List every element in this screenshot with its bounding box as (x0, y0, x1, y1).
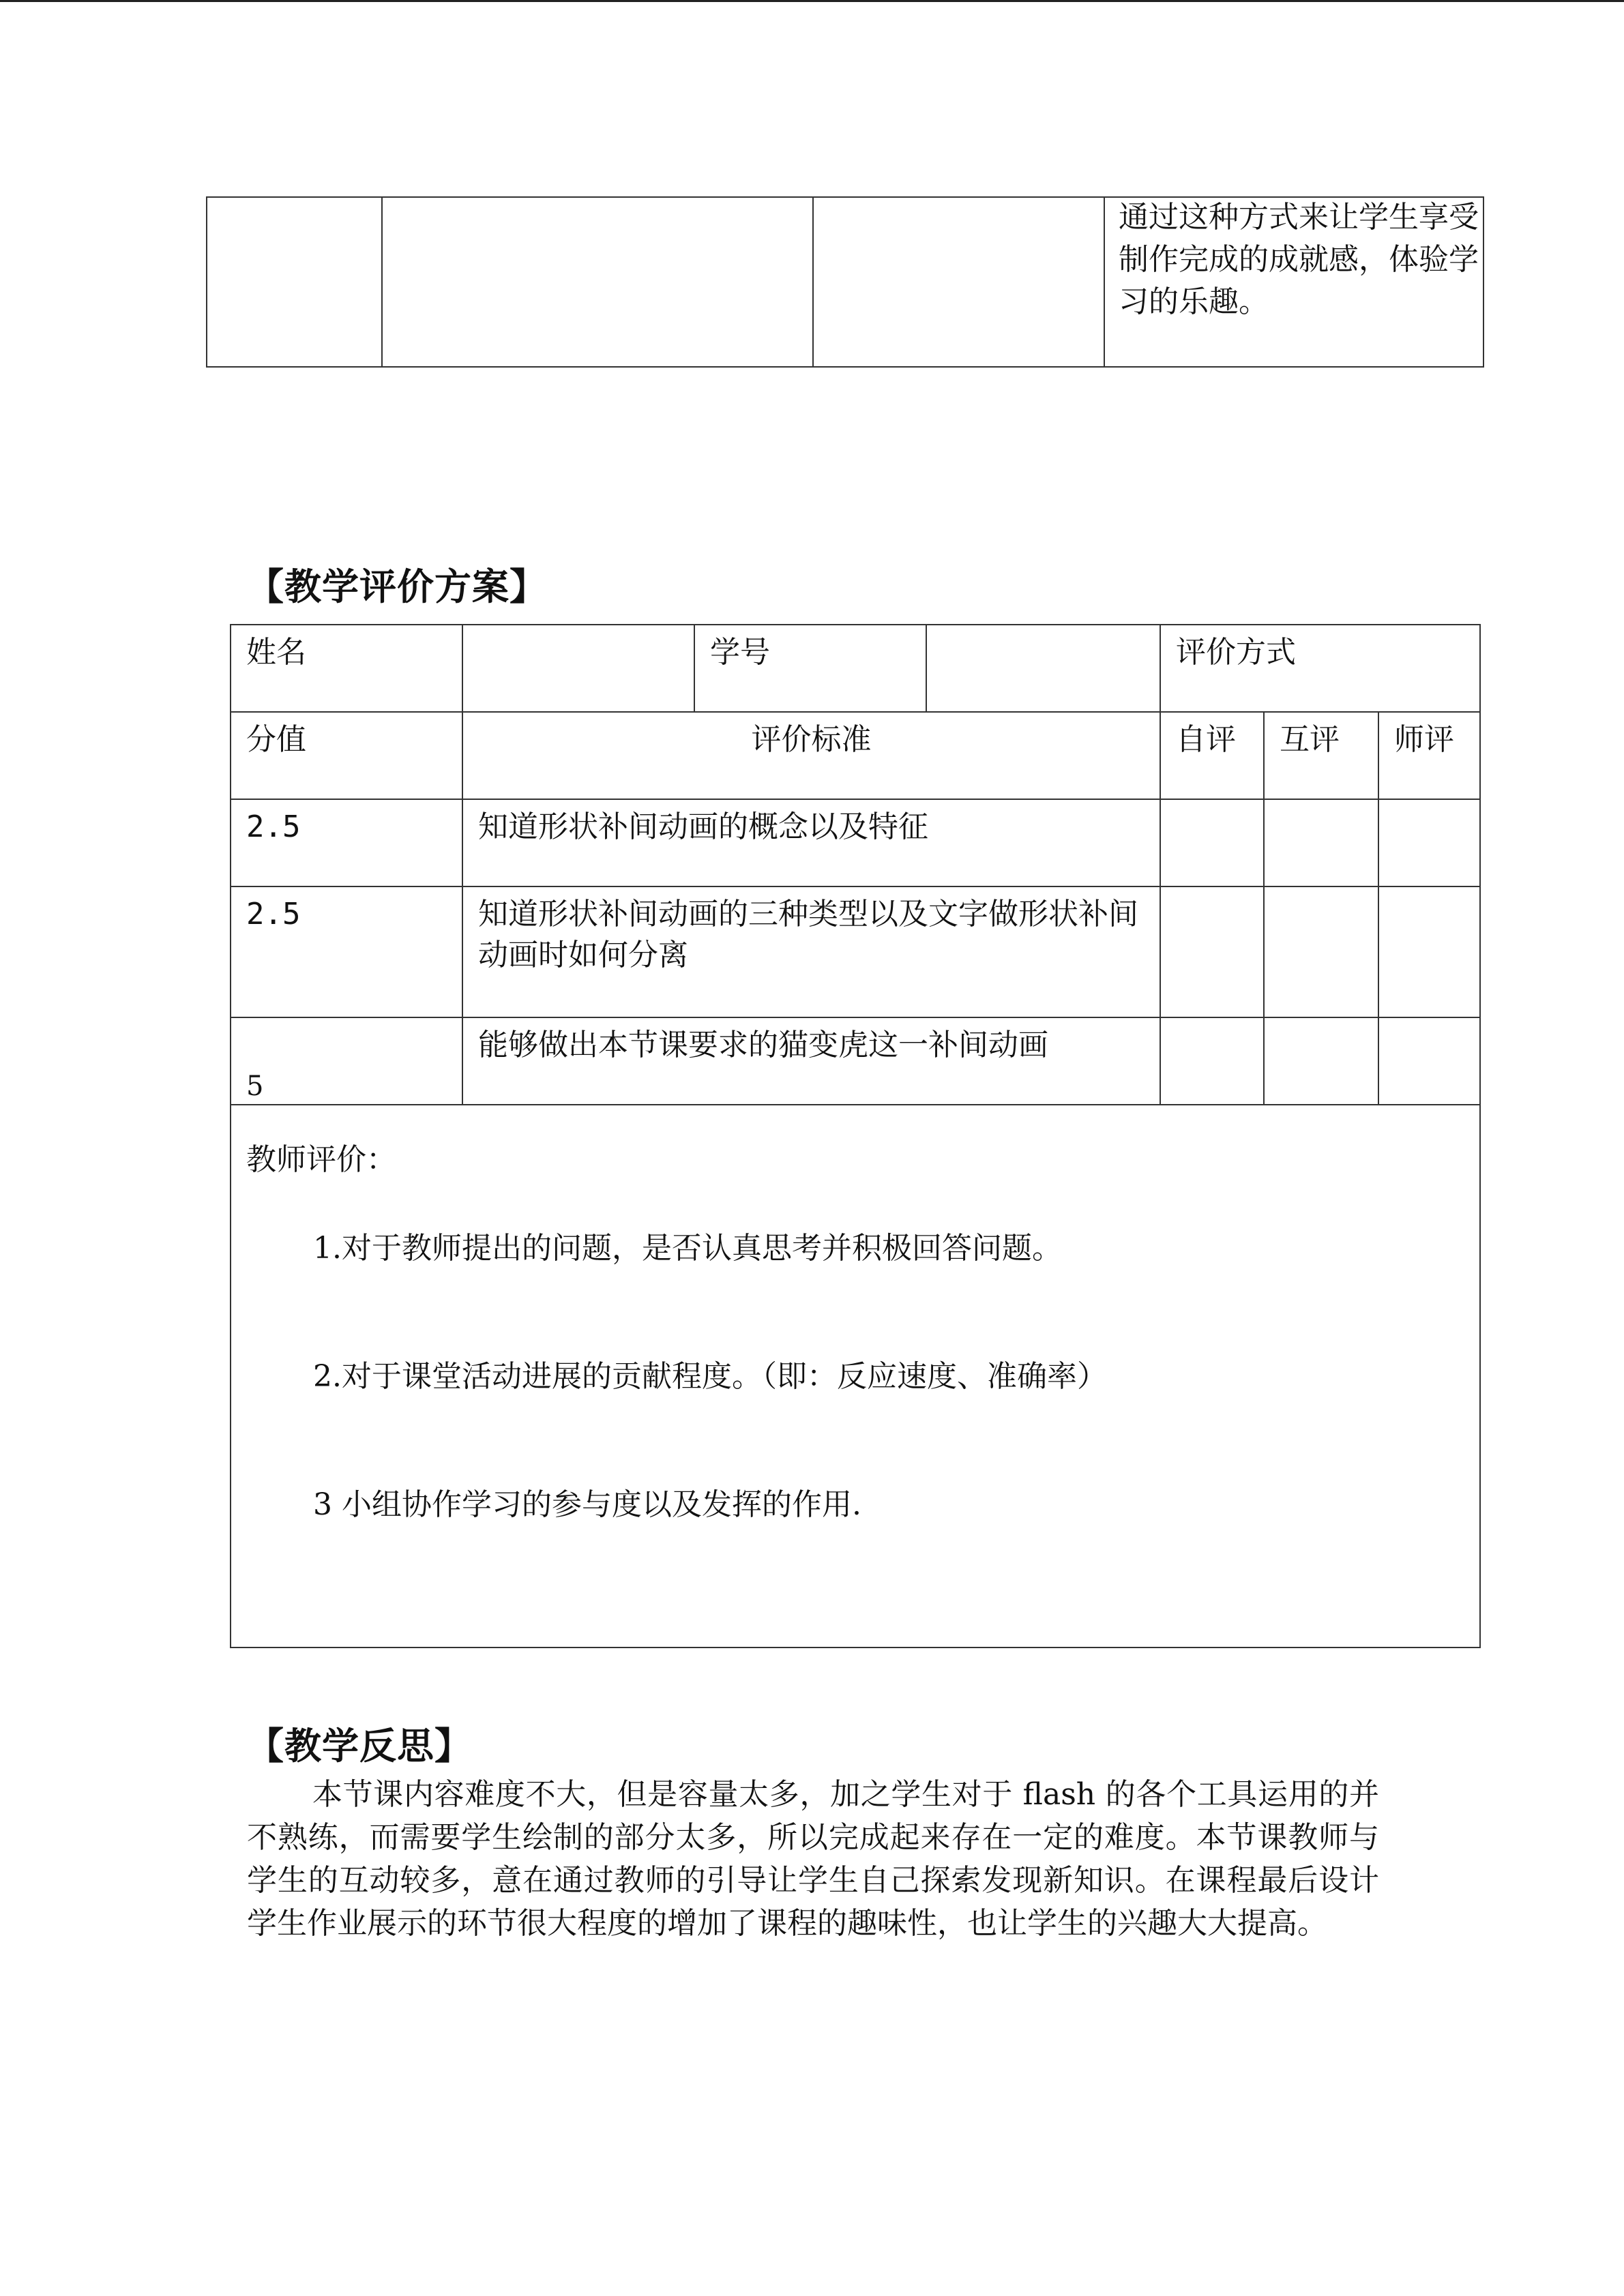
teacher-comment-row (231, 1105, 1480, 1648)
teacher-comment-cell (231, 1105, 1480, 1648)
criteria-label: 评价标准 (462, 712, 1160, 799)
evaluation-heading: 【教学评价方案】 (247, 565, 547, 608)
teacher-comment-item: 1.对于教师提出的问题，是否认真思考并积极回答问题。 (313, 1231, 1062, 1266)
peer-eval-cell (1264, 799, 1378, 886)
student-id-value-cell (926, 625, 1160, 712)
cont-cell-1 (207, 197, 382, 367)
peer-eval-cell (1264, 886, 1378, 1017)
teacher-comment-label: 教师评价： (246, 1142, 396, 1177)
row-score: 5 (246, 1071, 264, 1102)
name-label: 姓名 (231, 625, 462, 712)
cont-cell-2 (382, 197, 813, 367)
row-score: 2.5 (231, 886, 462, 1017)
self-eval-cell (1160, 886, 1264, 1017)
row-criterion: 能够做出本节课要求的猫变虎这一补间动画 (462, 1017, 1160, 1105)
peer-eval-label: 互评 (1264, 712, 1378, 799)
eval-row (231, 1017, 1480, 1105)
row-criterion: 知道形状补间动画的三种类型以及文字做形状补间动画时如何分离 (462, 886, 1160, 1017)
page-top-border (0, 0, 1624, 2)
name-value-cell (462, 625, 694, 712)
row-score: 2.5 (231, 799, 462, 886)
row-score-cell (231, 1017, 462, 1105)
teacher-eval-cell (1378, 799, 1480, 886)
student-id-label: 学号 (694, 625, 926, 712)
cont-cell-4 (1104, 197, 1483, 367)
eval-row-header-2 (231, 712, 1480, 799)
teacher-comment-item: 3 小组协作学习的参与度以及发挥的作用. (313, 1487, 861, 1522)
row-criterion: 知道形状补间动画的概念以及特征 (462, 799, 1160, 886)
self-eval-label: 自评 (1160, 712, 1264, 799)
reflection-heading: 【教学反思】 (247, 1725, 472, 1768)
continuation-table (206, 196, 1484, 368)
teacher-comment-item: 2.对于课堂活动进展的贡献程度。（即：反应速度、准确率） (313, 1359, 1107, 1394)
method-label: 评价方式 (1160, 625, 1480, 712)
teacher-eval-cell (1378, 1017, 1480, 1105)
eval-row-header-1 (231, 625, 1480, 712)
self-eval-cell (1160, 1017, 1264, 1105)
teacher-eval-label: 师评 (1378, 712, 1480, 799)
cont-cell-3 (813, 197, 1104, 367)
teacher-eval-cell (1378, 886, 1480, 1017)
eval-row (231, 886, 1480, 1017)
score-label: 分值 (231, 712, 462, 799)
cont-cell-text: 通过这种方式来让学生享受制作完成的成就感，体验学习的乐趣。 (1119, 200, 1479, 319)
eval-row (231, 799, 1480, 886)
evaluation-table (230, 624, 1481, 1648)
peer-eval-cell (1264, 1017, 1378, 1105)
reflection-body: 本节课内容难度不大，但是容量太多，加之学生对于 flash 的各个工具运用的并不熟练，而需要学生绘制的部分太多，所以完成起来存在一定的难度。本节课教师与学生的互动较多，意在通过教师的引导让学生自己探索发现新知识。在课程最后设计学生作业展示的环节很大程度的增加了课程的趣味性，也让学生的兴趣大大提高。 (247, 1777, 1379, 1941)
self-eval-cell (1160, 799, 1264, 886)
